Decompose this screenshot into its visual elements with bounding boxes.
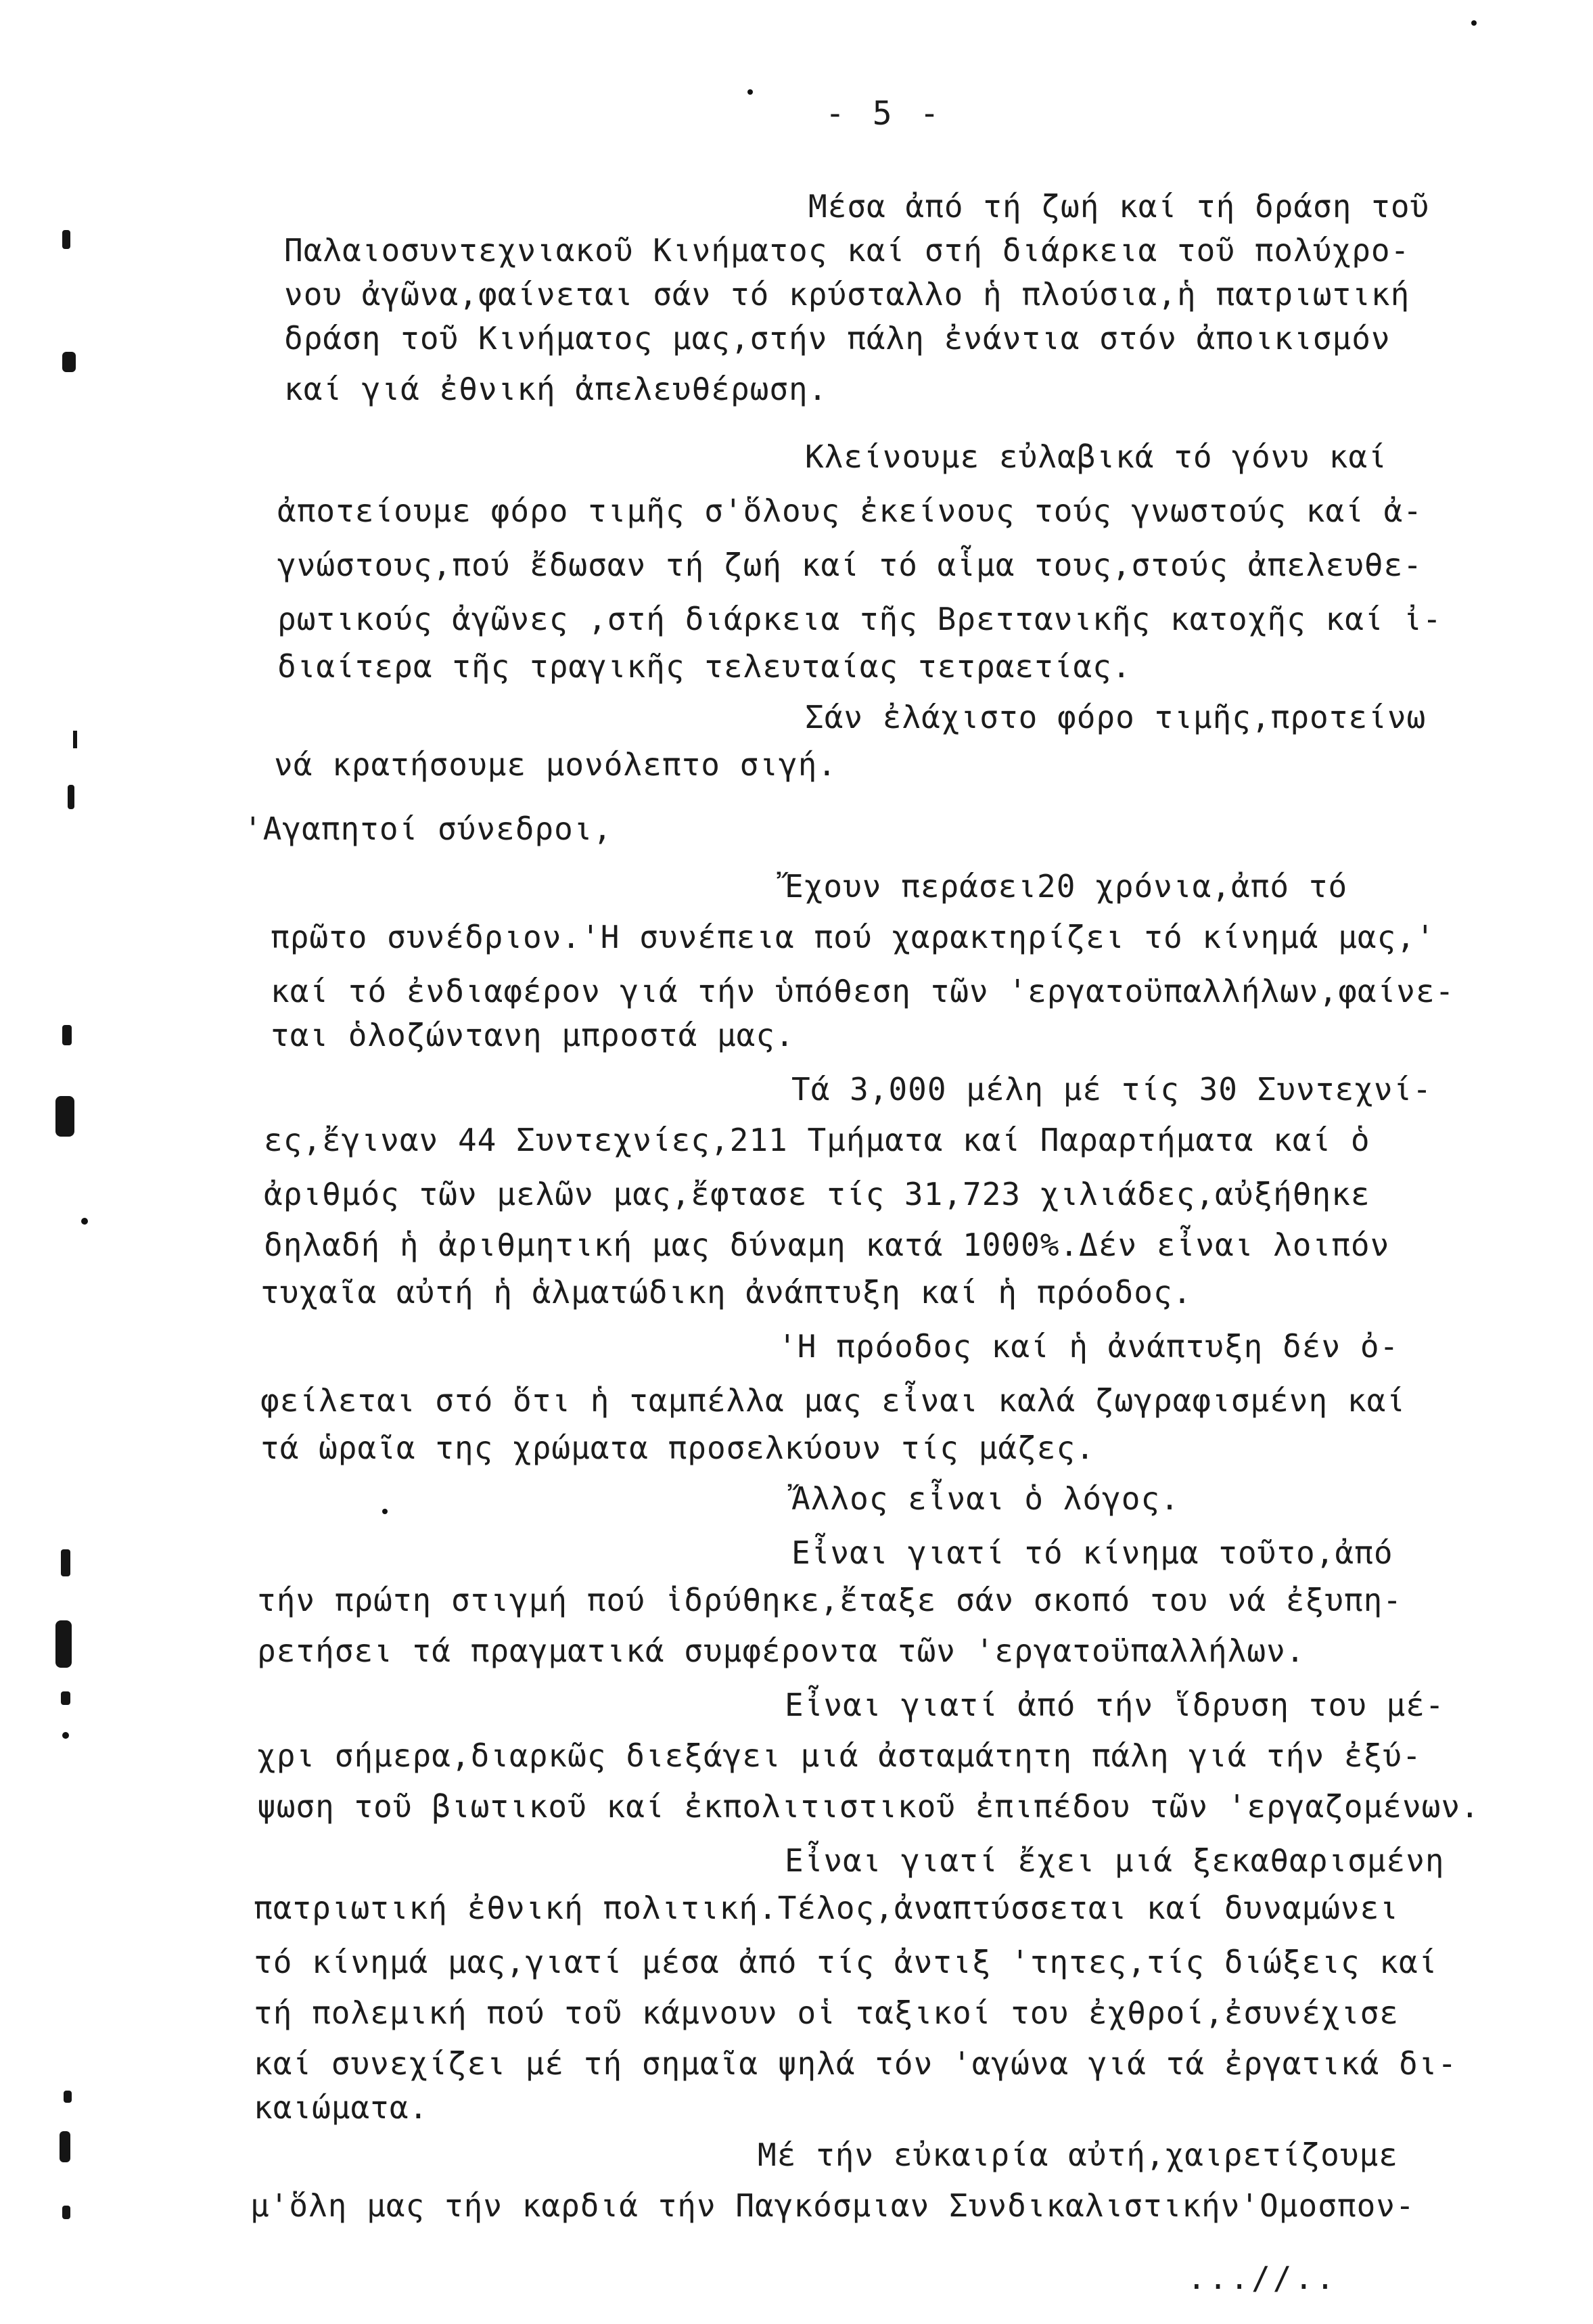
- text-line-16: καί τό ἐνδιαφέρον γιά τήν ὑπόθεση τῶν 'εργατοϋπαλλήλων,φαίνε-: [271, 973, 1455, 1009]
- text-line-11: Σάν ἐλάχιστο φόρο τιμῆς,προτείνω: [805, 699, 1427, 735]
- text-line-10: διαίτερα τῆς τραγικῆς τελευταίας τετραετίας.: [277, 648, 1132, 685]
- text-line-14: Ἔχουν περάσει20 χρόνια,ἀπό τό: [785, 868, 1348, 905]
- text-line-15: πρῶτο συνέδριον.'Η συνέπεια πού χαρακτηρίζει τό κίνημά μας,': [271, 919, 1435, 955]
- scan-mark: [55, 1620, 72, 1668]
- page-number: - 5 -: [825, 95, 944, 133]
- scan-mark: [60, 2131, 70, 2162]
- text-line-31: χρι σήμερα,διαρκῶς διεξάγει μιά ἀσταμάτητη πάλη γιά τήν ἐξύ-: [257, 1737, 1422, 1774]
- text-line-40: μ'ὅλη μας τήν καρδιά τήν Παγκόσμιαν Συνδικαλιστικήν'Ομοσπον-: [250, 2187, 1415, 2224]
- text-line-33: Εἶναι γιατί ἔχει μιά ξεκαθαρισμένη: [785, 1842, 1445, 1879]
- scan-speck: [62, 1732, 69, 1739]
- text-line-2: Παλαιοσυντεχνιακοῦ Κινήματος καί στή διάρκεια τοῦ πολύχρο-: [284, 232, 1410, 269]
- text-line-13: 'Αγαπητοί σύνεδροι,: [244, 811, 613, 847]
- text-line-36: τή πολεμική πού τοῦ κάμνουν οἱ ταξικοί του ἐχθροί,ἐσυνέχισε: [254, 1995, 1399, 2031]
- text-line-7: ἀποτείουμε φόρο τιμῆς σ'ὅλους ἐκείνους τούς γνωστούς καί ἀ-: [277, 493, 1423, 529]
- text-line-1: Μέσα ἀπό τή ζωή καί τή δράση τοῦ: [808, 188, 1430, 225]
- text-line-21: δηλαδή ἡ ἀριθμητική μας δύναμη κατά 1000%.Δέν εἶναι λοιπόν: [264, 1227, 1390, 1263]
- text-line-18: Τά 3,000 μέλη μέ τίς 30 Συντεχνί-: [791, 1071, 1432, 1108]
- text-line-34: πατριωτική ἐθνική πολιτική.Τέλος,ἀναπτύσσεται καί δυναμώνει: [254, 1890, 1399, 1926]
- text-line-27: Εἶναι γιατί τό κίνημα τοῦτο,ἀπό: [791, 1534, 1393, 1571]
- text-line-19: ες,ἔγιναν 44 Συντεχνίες,211 Τμήματα καί Παραρτήματα καί ὁ: [264, 1122, 1370, 1158]
- text-line-17: ται ὁλοζώντανη μπροστά μας.: [271, 1017, 795, 1053]
- text-line-4: δράση τοῦ Κινήματος μας,στήν πάλη ἐνάντια στόν ἀποικισμόν: [284, 320, 1391, 357]
- scan-mark: [62, 230, 70, 249]
- text-line-28: τήν πρώτη στιγμή πού ἱδρύθηκε,ἔταξε σάν σκοπό του νά ἐξυπη-: [257, 1582, 1402, 1618]
- text-line-29: ρετήσει τά πραγματικά συμφέροντα τῶν 'εργατοϋπαλλήλων.: [257, 1633, 1306, 1669]
- text-line-23: 'Η πρόοδος καί ἡ ἀνάπτυξη δέν ὀ-: [778, 1328, 1400, 1365]
- text-line-8: γνώστους,πού ἔδωσαν τή ζωή καί τό αἷμα τους,στούς ἀπελευθε-: [277, 547, 1423, 583]
- continuation-mark: ...//..: [1187, 2260, 1337, 2296]
- scan-mark: [62, 352, 76, 372]
- scan-mark: [62, 1025, 72, 1045]
- scan-mark: [55, 1096, 74, 1137]
- scan-mark: [61, 1691, 70, 1705]
- scan-mark: [73, 731, 77, 748]
- text-line-24: φείλεται στό ὅτι ἡ ταμπέλλα μας εἶναι καλά ζωγραφισμένη καί: [260, 1382, 1406, 1419]
- text-line-39: Μέ τήν εὐκαιρία αὐτή,χαιρετίζουμε: [758, 2137, 1398, 2173]
- scan-mark: [62, 2206, 70, 2219]
- text-line-22: τυχαῖα αὐτή ἡ ἁλματώδικη ἀνάπτυξη καί ἡ πρόοδος.: [260, 1274, 1193, 1311]
- text-line-6: Κλείνουμε εὐλαβικά τό γόνυ καί: [805, 438, 1387, 475]
- text-line-32: ψωση τοῦ βιωτικοῦ καί ἐκπολιτιστικοῦ ἐπιπέδου τῶν 'εργαζομένων.: [257, 1788, 1480, 1825]
- scan-speck: [81, 1218, 88, 1225]
- text-line-25: τά ὡραῖα της χρώματα προσελκύουν τίς μάζες.: [260, 1430, 1095, 1466]
- scan-mark: [64, 2091, 72, 2103]
- scan-mark: [68, 785, 74, 809]
- text-line-12: νά κρατήσουμε μονόλεπτο σιγή.: [274, 746, 837, 783]
- text-line-5: καί γιά ἐθνική ἀπελευθέρωση.: [284, 371, 828, 407]
- text-line-30: Εἶναι γιατί ἀπό τήν ἵδρυση του μέ-: [785, 1687, 1445, 1723]
- text-line-37: καί συνεχίζει μέ τή σημαῖα ψηλά τόν 'αγώνα γιά τά ἐργατικά δι-: [254, 2045, 1458, 2082]
- text-line-35: τό κίνημά μας,γιατί μέσα ἀπό τίς ἀντιξ 'τητες,τίς διώξεις καί: [254, 1944, 1438, 1980]
- scan-speck: [747, 89, 753, 95]
- text-line-9: ρωτικούς ἀγῶνες ,στή διάρκεια τῆς Βρεττανικῆς κατοχῆς καί ἰ-: [277, 601, 1442, 637]
- scan-mark: [61, 1549, 70, 1576]
- text-line-3: νου ἀγῶνα,φαίνεται σάν τό κρύσταλλο ἡ πλούσια,ἡ πατριωτική: [284, 276, 1410, 313]
- text-line-38: καιώματα.: [254, 2089, 429, 2126]
- scan-speck: [382, 1509, 388, 1514]
- text-line-20: ἀριθμός τῶν μελῶν μας,ἔφτασε τίς 31,723 χιλιάδες,αὐξήθηκε: [264, 1176, 1370, 1212]
- text-line-26: Ἄλλος εἶναι ὁ λόγος.: [791, 1480, 1180, 1517]
- scan-speck: [1471, 20, 1477, 26]
